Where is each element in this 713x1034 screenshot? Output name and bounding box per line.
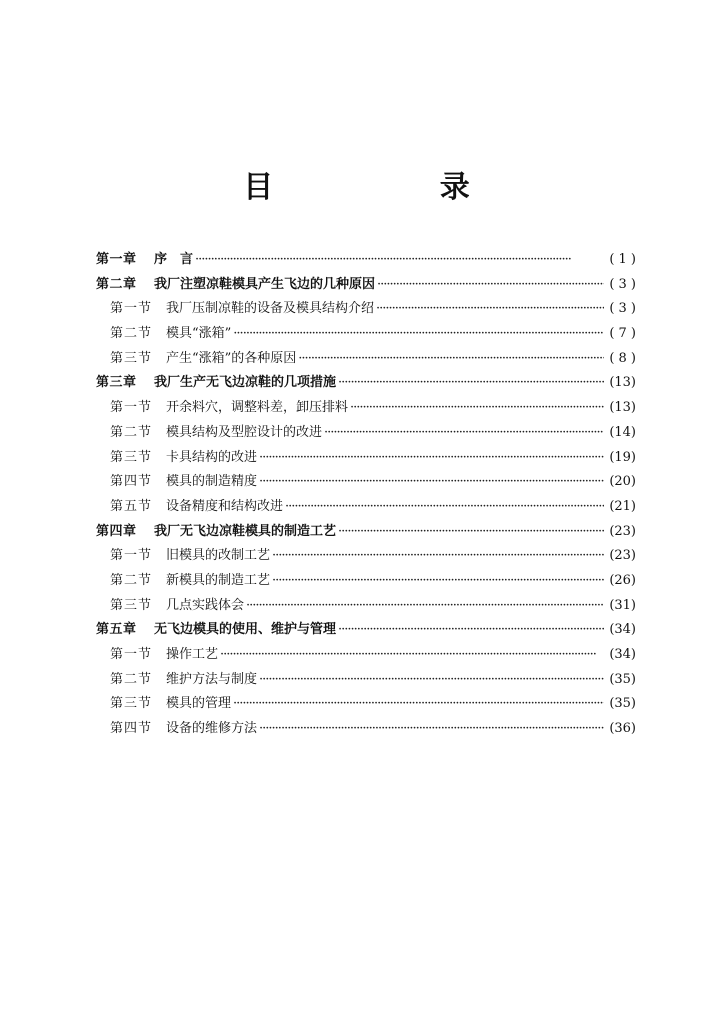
toc-page: (35) (609, 671, 636, 687)
toc-title: 设备的维修方法 (166, 721, 258, 737)
toc-leader (298, 347, 604, 372)
toc-page: ( 8 ) (609, 350, 636, 366)
toc-leader (285, 495, 604, 520)
toc-number: 第二节 (110, 671, 153, 687)
toc-page: (23) (609, 523, 636, 539)
toc-title: 操作工艺 (166, 647, 219, 662)
toc-page: (21) (609, 498, 636, 514)
toc-section (96, 470, 636, 495)
toc-number: 第四节 (110, 474, 153, 490)
toc-page: ( 7 ) (609, 326, 636, 342)
toc-section (96, 544, 636, 569)
toc-page: (31) (609, 597, 636, 613)
toc-page: (13) (609, 400, 636, 416)
toc-leader (338, 618, 604, 643)
toc-chapter-1 (96, 248, 636, 273)
toc-leader (324, 421, 604, 446)
toc-page: (36) (609, 721, 636, 737)
toc-section (96, 668, 636, 693)
toc-page: (23) (609, 548, 636, 564)
toc-number: 第一节 (110, 301, 153, 317)
toc-title: 我厂生产无飞边凉鞋的几项措施 (154, 375, 337, 391)
toc-section (96, 495, 636, 520)
toc-number: 第一章 (96, 252, 137, 267)
toc-section (96, 347, 636, 372)
toc-title: 旧模具的改制工艺 (166, 548, 271, 564)
toc-section (96, 297, 636, 322)
toc-section (96, 717, 636, 742)
toc-number: 第一节 (110, 647, 153, 662)
toc-number: 第二节 (110, 424, 153, 440)
toc-leader (259, 470, 604, 495)
toc-leader (338, 520, 604, 545)
toc-page: ( 3 ) (609, 301, 636, 317)
toc-leader (259, 717, 604, 742)
toc-page: (19) (609, 449, 636, 465)
toc-leader (272, 569, 604, 594)
toc-leader (246, 594, 604, 619)
toc-number: 第四节 (110, 721, 153, 737)
toc-title: 模具的管理 (166, 696, 232, 712)
toc-page: (35) (609, 696, 636, 712)
toc-title: 卡具结构的改进 (166, 449, 258, 465)
table-of-contents (96, 248, 636, 742)
toc-page: (34) (609, 622, 636, 638)
toc-leader (259, 668, 604, 693)
toc-leader (259, 446, 604, 471)
toc-page: (20) (609, 474, 636, 490)
toc-leader (220, 643, 604, 668)
toc-title: 维护方法与制度 (166, 671, 258, 687)
toc-title: 我厂无飞边凉鞋模具的制造工艺 (154, 523, 337, 539)
toc-number: 第三节 (110, 350, 153, 366)
toc-chapter-4 (96, 520, 636, 545)
toc-page: ( 1 ) (609, 252, 636, 267)
toc-section (96, 322, 636, 347)
toc-number: 第三章 (96, 375, 137, 391)
toc-page: ( 3 ) (609, 276, 636, 292)
toc-number: 第三节 (110, 597, 153, 613)
toc-title: 序 言 (154, 252, 194, 267)
toc-leader (338, 371, 604, 396)
toc-title: 我厂注塑凉鞋模具产生飞边的几种原因 (154, 276, 376, 292)
toc-number: 第一节 (110, 400, 153, 416)
toc-section (96, 446, 636, 471)
toc-section (96, 569, 636, 594)
toc-leader (350, 396, 604, 421)
toc-leader (376, 297, 604, 322)
toc-number: 第三节 (110, 696, 153, 712)
toc-number: 第五节 (110, 498, 153, 514)
toc-section (96, 421, 636, 446)
toc-leader (233, 322, 604, 347)
toc-title: 我厂压制凉鞋的设备及模具结构介绍 (166, 301, 375, 317)
toc-page: (34) (609, 647, 636, 662)
toc-leader (233, 692, 604, 717)
toc-title: 模具“涨箱” (166, 326, 232, 342)
toc-title: 产生“涨箱”的各种原因 (166, 350, 297, 366)
toc-chapter-2 (96, 273, 636, 298)
toc-page: (14) (609, 424, 636, 440)
toc-title: 无飞边模具的使用、维护与管理 (154, 622, 337, 638)
toc-title: 开余料穴，调整料差，卸压排料 (166, 400, 349, 416)
toc-number: 第二节 (110, 326, 153, 342)
toc-number: 第五章 (96, 622, 137, 638)
toc-number: 第二节 (110, 572, 153, 588)
toc-section (96, 594, 636, 619)
toc-page: (13) (609, 375, 636, 391)
toc-title: 模具的制造精度 (166, 474, 258, 490)
toc-leader (377, 273, 604, 298)
toc-leader (272, 544, 604, 569)
toc-number: 第二章 (96, 276, 137, 292)
toc-section (96, 692, 636, 717)
toc-section (96, 396, 636, 421)
toc-title: 几点实践体会 (166, 597, 245, 613)
page-title: 目 录 (243, 170, 548, 205)
toc-page: (26) (609, 572, 636, 588)
toc-title: 模具结构及型腔设计的改进 (166, 424, 323, 440)
toc-chapter-3 (96, 371, 636, 396)
toc-chapter-5 (96, 618, 636, 643)
toc-number: 第四章 (96, 523, 137, 539)
toc-section (96, 643, 636, 668)
toc-number: 第一节 (110, 548, 153, 564)
toc-number: 第三节 (110, 449, 153, 465)
toc-title: 设备精度和结构改进 (166, 498, 284, 514)
toc-leader (195, 248, 604, 273)
toc-title: 新模具的制造工艺 (166, 572, 271, 588)
